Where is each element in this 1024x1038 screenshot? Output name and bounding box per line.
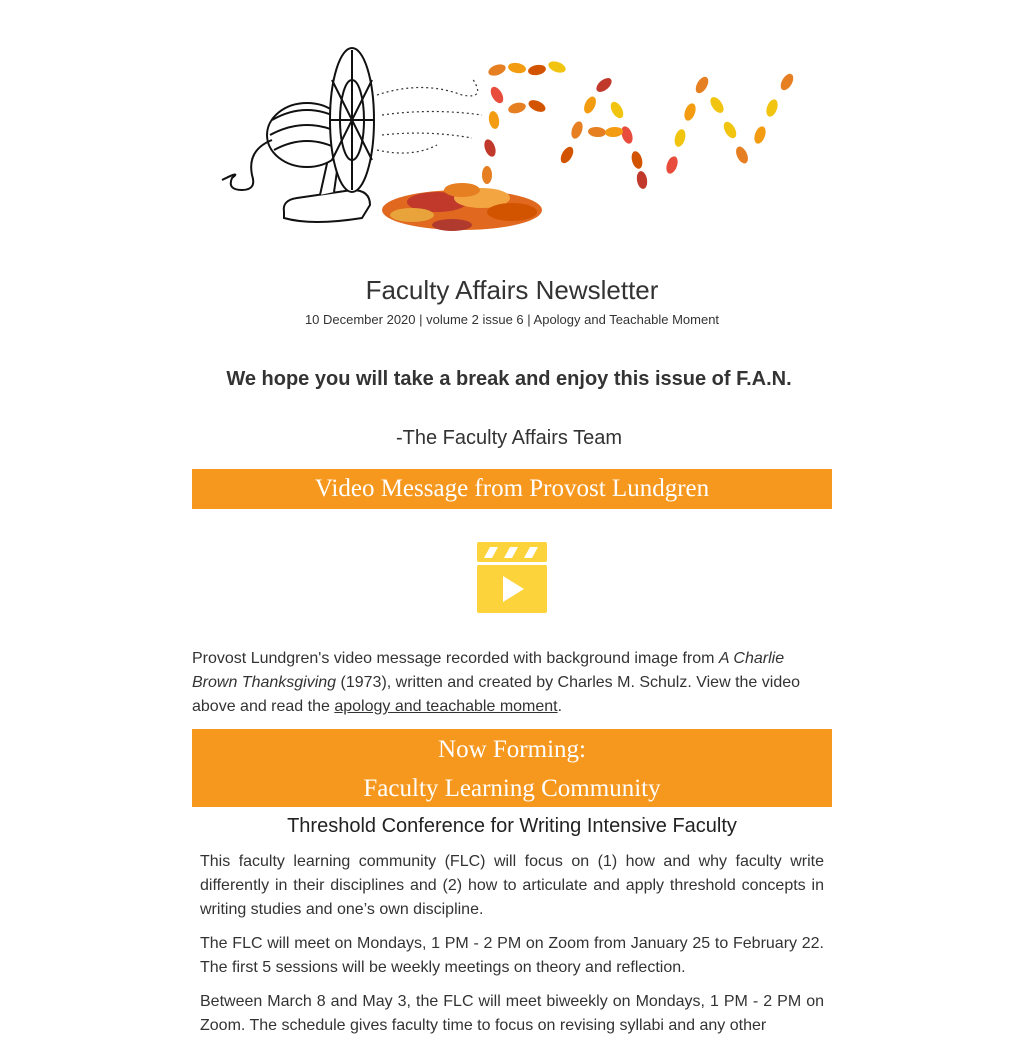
video-text-middle: (1973), written and created by Charles M. Schulz. View the video above and read the	[192, 674, 801, 715]
video-description	[192, 647, 820, 719]
leaf-letters	[482, 59, 796, 190]
fan-banner-illustration	[212, 40, 812, 250]
video-clapperboard-icon[interactable]	[476, 542, 548, 614]
fan-drawing	[222, 48, 374, 222]
video-text-after: .	[557, 698, 563, 715]
film-title: A Charlie Brown Thanksgiving	[192, 650, 785, 691]
flc-heading-line1: Now Forming:	[438, 736, 586, 763]
flc-section-heading	[192, 729, 832, 807]
signature: -The Faculty Affairs Team	[395, 427, 622, 449]
flc-heading-line2: Faculty Learning Community	[363, 775, 661, 802]
air-swirls	[377, 78, 482, 153]
video-section-heading: Video Message from Provost Lundgren	[192, 469, 832, 509]
flc-paragraph: This faculty learning community (FLC) will focus on (1) how and why faculty write differently in their disciplines and (2) how to articulate and apply threshold concepts in writing studies and one’s own discipline.	[200, 853, 824, 918]
newsletter-title: Faculty Affairs Newsletter	[365, 275, 659, 305]
apology-link[interactable]: apology and teachable moment	[334, 698, 558, 715]
video-text-before: Provost Lundgren's video message recorded with background image from	[192, 650, 719, 667]
flc-subheading: Threshold Conference for Writing Intensive Faculty	[287, 815, 737, 837]
tagline: We hope you will take a break and enjoy this issue of F.A.N.	[226, 368, 792, 390]
leaf-pile	[382, 183, 542, 231]
flc-paragraph: The FLC will meet on Mondays, 1 PM - 2 PM on Zoom from January 25 to February 22. The first 5 sessions will be weekly meetings on theory and reflection.	[200, 935, 824, 976]
flc-paragraph: Between March 8 and May 3, the FLC will meet biweekly on Mondays, 1 PM - 2 PM on Zoom. The schedule gives faculty time to focus on revising syllabi and any other	[200, 993, 824, 1034]
issue-info: 10 December 2020 | volume 2 issue 6 | Apology and Teachable Moment	[304, 312, 720, 327]
